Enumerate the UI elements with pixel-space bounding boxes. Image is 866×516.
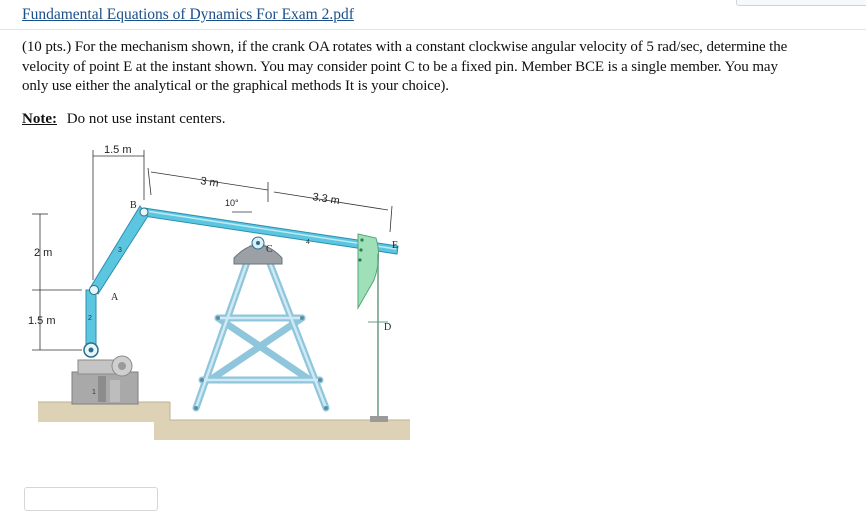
divider bbox=[0, 29, 866, 30]
ground bbox=[38, 402, 410, 440]
note bbox=[22, 111, 225, 128]
horse-head bbox=[358, 234, 379, 308]
mechanism-figure bbox=[20, 140, 420, 450]
question-line-3: only use either the analytical or the graphical methods It is your choice). bbox=[22, 78, 449, 94]
dimension-angle: 10° bbox=[225, 198, 239, 208]
dimension-3-3m: 3.3 m bbox=[311, 191, 341, 208]
member-4-number: 4 bbox=[306, 239, 310, 246]
question-line-2: velocity of point E at the instant shown. You may consider point C to be a fixed pin. Member BCE is a single member. You may bbox=[22, 58, 778, 75]
question-text bbox=[22, 38, 862, 97]
dimension-2m: 2 m bbox=[34, 247, 53, 259]
dimension-3m: 3 m bbox=[199, 175, 220, 190]
dimension-1-5m-left: 1.5 m bbox=[28, 315, 56, 327]
point-e-label: E bbox=[392, 240, 399, 251]
member-2-number: 2 bbox=[88, 315, 92, 322]
member-3-number: 3 bbox=[118, 247, 122, 254]
point-d-label: D bbox=[384, 322, 392, 333]
question-line-1: (10 pts.) For the mechanism shown, if the crank OA rotates with a constant clockwise angular velocity of 5 rad/sec, determine the bbox=[22, 39, 788, 55]
pdf-document-link[interactable]: Fundamental Equations of Dynamics For Exam 2.pdf bbox=[22, 6, 354, 23]
point-a-label: A bbox=[111, 292, 119, 303]
answer-input[interactable] bbox=[24, 487, 158, 511]
note-text: Do not use instant centers. bbox=[66, 111, 226, 127]
dimension-1-5m-top: 1.5 m bbox=[104, 144, 132, 156]
a-frame bbox=[196, 248, 326, 408]
point-b-label: B bbox=[130, 200, 137, 211]
gearbox-base bbox=[72, 356, 138, 404]
note-label: Note: bbox=[22, 111, 57, 127]
member-1-number: 1 bbox=[92, 389, 96, 396]
point-c-label: C bbox=[266, 244, 273, 255]
top-right-panel bbox=[736, 0, 866, 6]
